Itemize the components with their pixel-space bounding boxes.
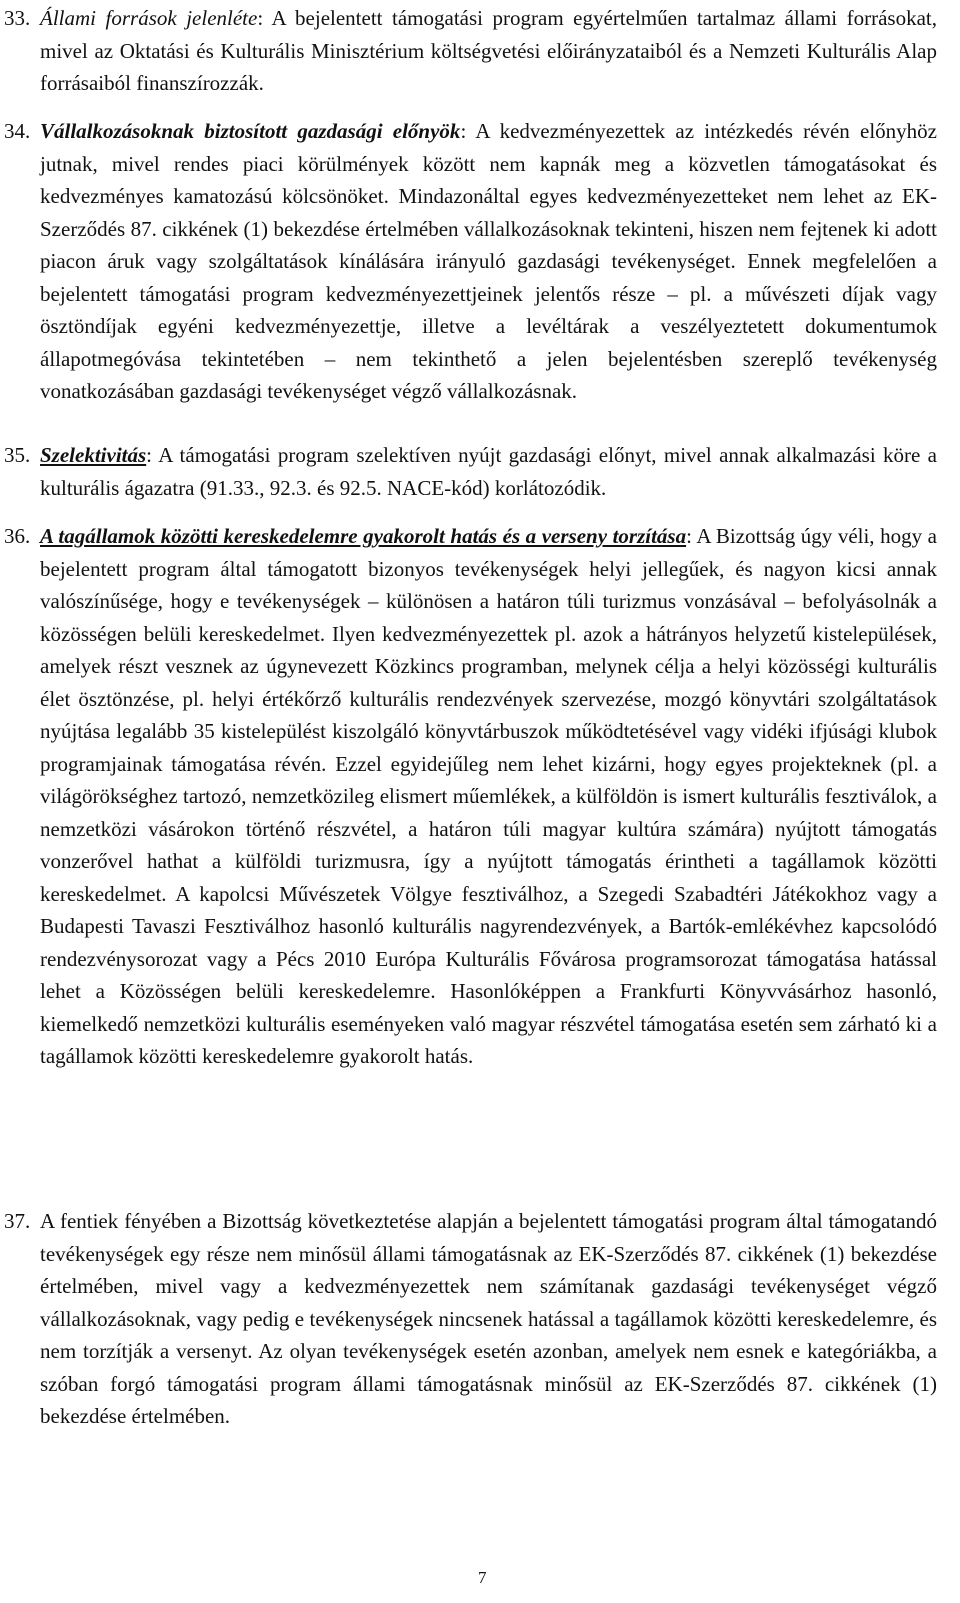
paragraph-number: 33. bbox=[4, 6, 31, 30]
paragraph-number: 36. bbox=[4, 524, 31, 548]
paragraph-37 bbox=[0, 1205, 960, 1433]
paragraph-text: : A bejelentett támogatási program egyértelműen tartalmaz állami forrásokat, mivel az Oktatási és Kulturális Minisztérium költségvetési előirányzataiból és a Nemzeti Kulturális Alap forrásaiból finanszírozzák. bbox=[40, 6, 937, 95]
paragraph-heading: Vállalkozásoknak biztosított gazdasági előnyök bbox=[40, 119, 461, 143]
paragraph-body bbox=[40, 520, 937, 1073]
paragraph-number: 34. bbox=[4, 119, 31, 143]
paragraph-number: 37. bbox=[4, 1209, 31, 1233]
paragraph-number: 35. bbox=[4, 443, 31, 467]
paragraph-body bbox=[40, 115, 937, 408]
paragraph-34 bbox=[0, 115, 960, 408]
paragraph-heading: Szelektivitás bbox=[40, 443, 147, 467]
paragraph-body bbox=[40, 439, 937, 504]
paragraph-text: A fentiek fényében a Bizottság következtetése alapján a bejelentett támogatási program által támogatandó tevékenységek egy része nem minősül állami támogatásnak az EK-Szerződés 87. cikkének (1) bekezdése értelmében, mivel vagy a kedvezményezettek nem számítanak gazdasági tevékenységet végző vállalkozásoknak, vagy pedig e tevékenységek nincsenek hatással a tagállamok közötti kereskedelemre, és nem torzítják a versenyt. Az olyan tevékenységek esetén azonban, amelyek nem esnek e kategóriákba, a szóban forgó támogatási program állami támogatásnak minősül az EK-Szerződés 87. cikkének (1) bekezdése értelmében. bbox=[40, 1209, 937, 1428]
paragraph-text: : A támogatási program szelektíven nyújt gazdasági előnyt, mivel annak alkalmazási köre a kulturális ágazatra (91.33., 92.3. és 92.5. NACE-kód) korlátozódik. bbox=[40, 443, 937, 500]
paragraph-heading: A tagállamok közötti kereskedelemre gyakorolt hatás és a verseny torzítása bbox=[40, 524, 687, 548]
paragraph-text: : A Bizottság úgy véli, hogy a bejelentett program által támogatott bizonyos tevékenységek helyi jellegűek, és nagyon kicsi annak valószínűsége, hogy e tevékenységek – különösen a határon túli turizmus vonzásával – befolyásolnák a közösségen belüli kereskedelmet. Ilyen kedvezményezettek pl. azok a hátrányos helyzetű kistelepülések, amelyek részt vesznek az úgynevezett Közkincs programban, melynek célja a helyi közösségi kulturális élet ösztönzése, pl. helyi értékőrző kulturális rendezvények szervezése, mozgó könyvtári szolgáltatások nyújtása legalább 35 kistelepülést kiszolgáló könyvtárbuszok működtetésével vagy vidéki ifjúsági klubok programjainak támogatása révén. Ezzel egyidejűleg nem lehet kizárni, hogy egyes projekteknek (pl. a világörökséghez tartozó, nemzetközileg elismert műemlékek, a külföldön is ismert kulturális fesztiválok, a nemzetközi vásárokon történő részvétel, a határon túli magyar kultúra számára) nyújtott támogatás vonzerővel hathat a külföldi turizmusra, így a nyújtott támogatás érintheti a tagállamok közötti kereskedelmet. A kapolcsi Művészetek Völgye fesztiválhoz, a Szegedi Szabadtéri Játékokhoz vagy a Budapesti Tavaszi Fesztiválhoz hasonló kulturális nagyrendezvények, a Bartók-emlékévhez kapcsolódó rendezvénysorozat vagy a Pécs 2010 Európa Kulturális Fővárosa programsorozat támogatása hatással lehet a Közösségen belüli kereskedelemre. Hasonlóképpen a Frankfurti Könyvvásárhoz hasonló, kiemelkedő nemzetközi kulturális eseményeken való magyar részvétel támogatása esetén sem zárható ki a tagállamok közötti kereskedelemre gyakorolt hatás. bbox=[40, 524, 937, 1068]
paragraph-body bbox=[40, 1205, 937, 1433]
paragraph-heading: Állami források jelenléte bbox=[40, 6, 258, 30]
paragraph-35 bbox=[0, 439, 960, 504]
paragraph-body bbox=[40, 2, 937, 100]
paragraph-text: : A kedvezményezettek az intézkedés révén előnyhöz jutnak, mivel rendes piaci körülmények között nem kapnák meg a közvetlen támogatásokat és kedvezményes kamatozású kölcsönöket. Mindazonáltal egyes kedvezményezetteket nem lehet az EK-Szerződés 87. cikkének (1) bekezdése értelmében vállalkozásoknak tekinteni, hiszen nem fejtenek ki adott piacon áruk vagy szolgáltatások kínálására irányuló gazdasági tevékenységet. Ennek megfelelően a bejelentett támogatási program kedvezményezettjeinek jelentős része – pl. a művészeti díjak vagy ösztöndíjak egyéni kedvezményezettje, illetve a levéltárak a veszélyeztetett dokumentumok állapotmegóvása tekintetében – nem tekinthető a jelen bejelentésben szereplő tevékenység vonatkozásában gazdasági tevékenységet végző vállalkozásnak. bbox=[40, 119, 937, 403]
paragraph-33 bbox=[0, 2, 960, 100]
paragraph-36 bbox=[0, 520, 960, 1073]
page-number: 7 bbox=[478, 1568, 487, 1587]
